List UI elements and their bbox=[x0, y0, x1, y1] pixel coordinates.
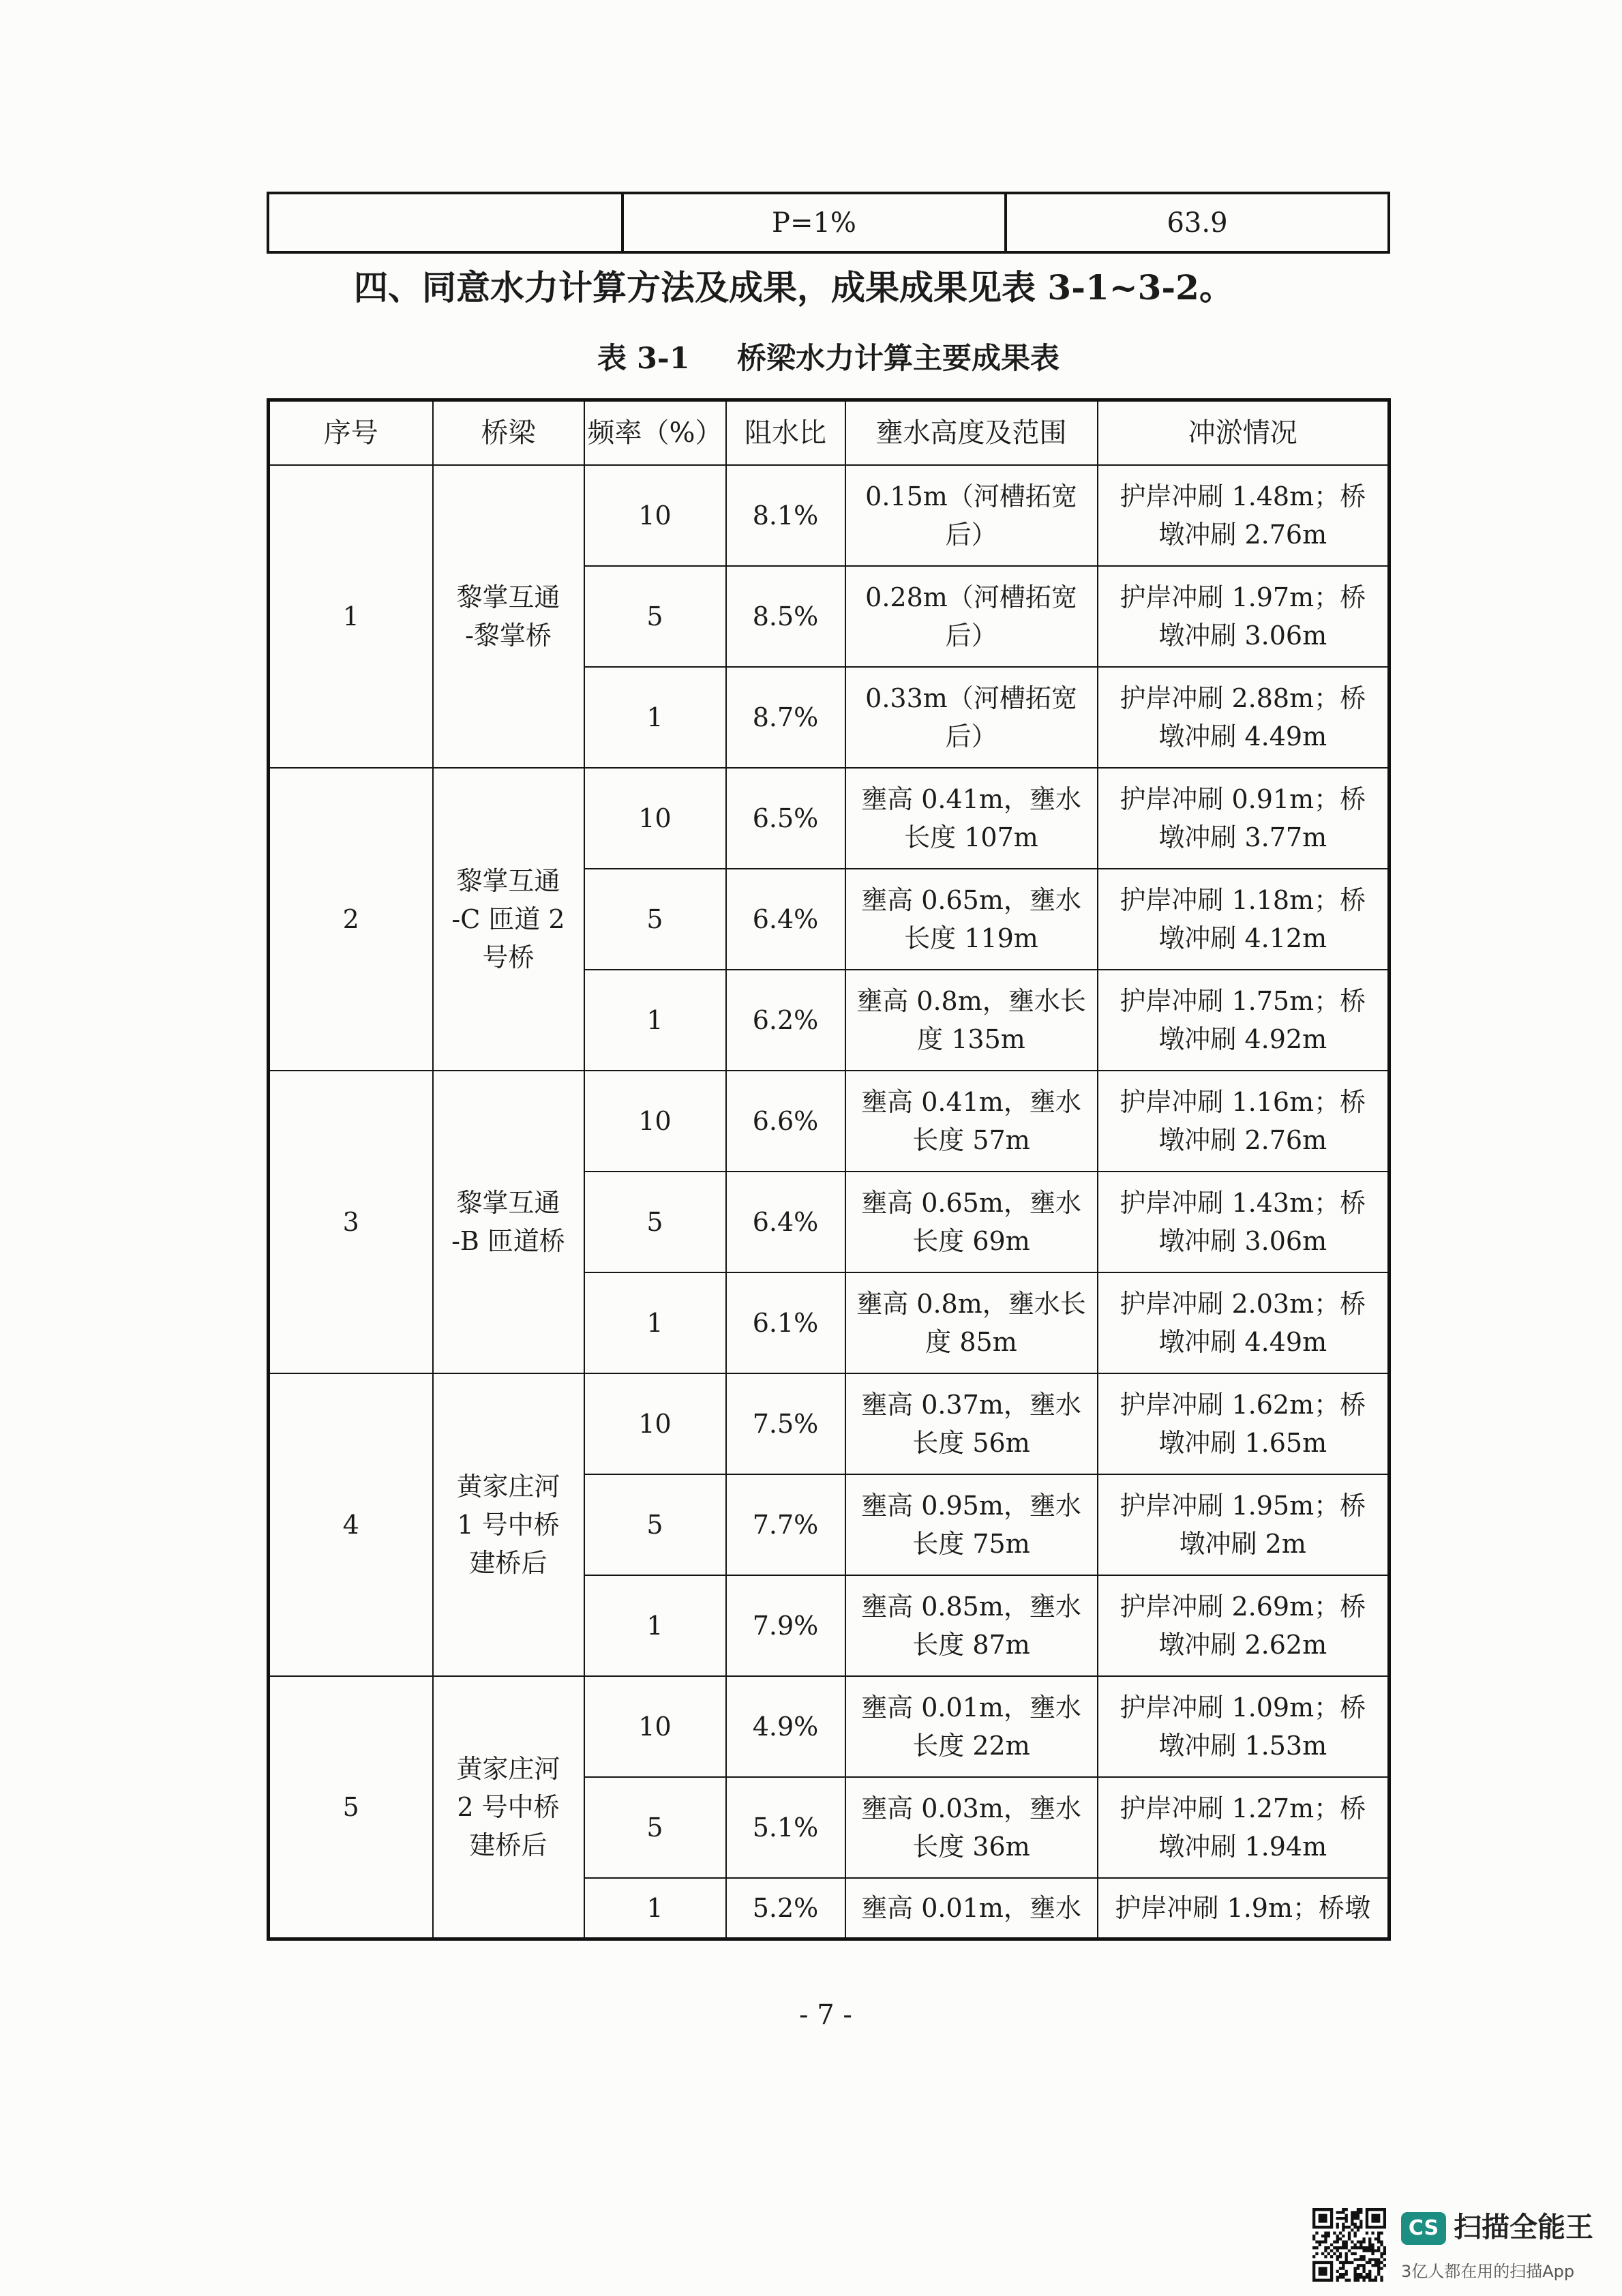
frequency-cell: 10 bbox=[584, 465, 726, 566]
backwater-cell bbox=[845, 1676, 1098, 1777]
scour-cell bbox=[1098, 1878, 1390, 1939]
sequence-cell: 3 bbox=[269, 1071, 433, 1373]
cell-line: 黎掌互通 bbox=[456, 866, 560, 896]
blocking-ratio-cell: 6.1% bbox=[726, 1272, 845, 1373]
scour-cell bbox=[1098, 1272, 1390, 1373]
cell-line: 0.15m（河槽拓宽 bbox=[865, 481, 1077, 511]
bridge-name-cell bbox=[433, 1071, 584, 1373]
backwater-cell bbox=[845, 1777, 1098, 1878]
frequency-cell: 1 bbox=[584, 1878, 726, 1939]
page-number: - 7 - bbox=[799, 1999, 852, 2031]
cell-line: -B 匝道桥 bbox=[451, 1226, 565, 1256]
blocking-ratio-cell: 7.5% bbox=[726, 1373, 845, 1474]
cell-line: -黎掌桥 bbox=[465, 621, 552, 651]
cell-line: 建桥后 bbox=[469, 1548, 547, 1578]
scour-cell bbox=[1098, 1777, 1390, 1878]
scour-cell bbox=[1098, 1676, 1390, 1777]
section-heading: 四、同意水力计算方法及成果，成果成果见表 3-1~3-2。 bbox=[354, 267, 1233, 308]
header-backwater: 壅水高度及范围 bbox=[845, 400, 1098, 466]
scanner-app-name: 扫描全能王 bbox=[1454, 2211, 1593, 2243]
scour-cell bbox=[1098, 768, 1390, 869]
blocking-ratio-cell: 4.9% bbox=[726, 1676, 845, 1777]
blocking-ratio-cell: 5.1% bbox=[726, 1777, 845, 1878]
blocking-ratio-cell: 6.5% bbox=[726, 768, 845, 869]
blocking-ratio-cell: 6.4% bbox=[726, 869, 845, 970]
frequency-cell: 5 bbox=[584, 869, 726, 970]
table-row bbox=[269, 1373, 1390, 1474]
cell-line: 后） bbox=[945, 721, 997, 751]
cell-line: 建桥后 bbox=[469, 1830, 547, 1860]
cell-line: 度 135m bbox=[917, 1024, 1025, 1054]
frequency-cell: 1 bbox=[584, 1272, 726, 1373]
bridge-hydraulics-table bbox=[267, 398, 1391, 1941]
cell-line: 护岸冲刷 1.9m；桥墩 bbox=[1115, 1892, 1371, 1923]
cell-line: 护岸冲刷 1.16m；桥 bbox=[1120, 1087, 1366, 1117]
blocking-ratio-cell: 5.2% bbox=[726, 1878, 845, 1939]
header-bridge: 桥梁 bbox=[433, 400, 584, 466]
frequency-cell: 5 bbox=[584, 1172, 726, 1272]
cell-line: 长度 119m bbox=[904, 923, 1038, 953]
cell-line: 墩冲刷 2.76m bbox=[1158, 1125, 1327, 1155]
bridge-name-cell bbox=[433, 768, 584, 1071]
backwater-cell bbox=[845, 1071, 1098, 1172]
cell-line: 壅高 0.8m，壅水长 bbox=[856, 986, 1086, 1016]
scour-cell bbox=[1098, 1575, 1390, 1676]
cell-line: 2 号中桥 bbox=[457, 1791, 560, 1822]
backwater-cell bbox=[845, 1272, 1098, 1373]
frequency-cell: 5 bbox=[584, 1777, 726, 1878]
value-cell: 63.9 bbox=[1006, 193, 1389, 252]
backwater-cell bbox=[845, 869, 1098, 970]
backwater-cell bbox=[845, 566, 1098, 667]
scour-cell bbox=[1098, 1474, 1390, 1575]
cell-line: 壅高 0.41m，壅水 bbox=[861, 784, 1081, 814]
bridge-name-cell bbox=[433, 465, 584, 768]
cell-line: 长度 56m bbox=[912, 1428, 1030, 1458]
sequence-cell: 1 bbox=[269, 465, 433, 768]
scanner-app-tagline: 3亿人都在用的扫描App bbox=[1401, 2262, 1575, 2281]
table-caption-title: 桥梁水力计算主要成果表 bbox=[737, 342, 1060, 376]
cell-line: 护岸冲刷 1.48m；桥 bbox=[1120, 481, 1366, 511]
blocking-ratio-cell: 6.4% bbox=[726, 1172, 845, 1272]
frequency-cell: 10 bbox=[584, 1373, 726, 1474]
backwater-cell bbox=[845, 970, 1098, 1071]
backwater-cell bbox=[845, 1373, 1098, 1474]
backwater-cell bbox=[845, 1474, 1098, 1575]
cell-line: 墩冲刷 3.06m bbox=[1158, 621, 1327, 651]
cell-line: 长度 69m bbox=[912, 1226, 1030, 1256]
cell-line: 壅高 0.8m，壅水长 bbox=[856, 1289, 1086, 1319]
bridge-name-cell bbox=[433, 1676, 584, 1939]
scour-cell bbox=[1098, 667, 1390, 768]
qr-code-modules bbox=[1312, 2208, 1386, 2282]
cell-line: 墩冲刷 1.65m bbox=[1158, 1428, 1327, 1458]
cell-line: 长度 36m bbox=[912, 1832, 1030, 1862]
cell-line: 后） bbox=[945, 621, 997, 651]
scour-cell bbox=[1098, 465, 1390, 566]
cell-line: 壅高 0.85m，壅水 bbox=[861, 1592, 1081, 1622]
blocking-ratio-cell: 8.7% bbox=[726, 667, 845, 768]
cell-line: 墩冲刷 1.53m bbox=[1158, 1731, 1327, 1761]
backwater-cell bbox=[845, 1575, 1098, 1676]
previous-table-fragment bbox=[267, 192, 1390, 254]
table-row bbox=[269, 1676, 1390, 1777]
cell-line: 0.33m（河槽拓宽 bbox=[865, 683, 1077, 713]
cell-line: 墩冲刷 2m bbox=[1179, 1529, 1306, 1559]
scour-cell bbox=[1098, 1071, 1390, 1172]
scour-cell bbox=[1098, 970, 1390, 1071]
cell-line: 护岸冲刷 1.95m；桥 bbox=[1120, 1491, 1366, 1521]
cell-line: 墩冲刷 4.49m bbox=[1158, 1327, 1327, 1357]
cell-line: 墩冲刷 3.77m bbox=[1158, 822, 1327, 852]
cell-line: 墩冲刷 4.49m bbox=[1158, 721, 1327, 751]
blocking-ratio-cell: 6.2% bbox=[726, 970, 845, 1071]
table-row bbox=[268, 193, 1389, 252]
cell-line: 墩冲刷 4.92m bbox=[1158, 1024, 1327, 1054]
cell-line: 长度 22m bbox=[912, 1731, 1030, 1761]
blocking-ratio-cell: 7.7% bbox=[726, 1474, 845, 1575]
blocking-ratio-cell: 8.1% bbox=[726, 465, 845, 566]
cell-line: 长度 75m bbox=[912, 1529, 1030, 1559]
cell-line: 护岸冲刷 1.09m；桥 bbox=[1120, 1693, 1366, 1723]
cell-line: 号桥 bbox=[482, 942, 535, 972]
cell-line: 墩冲刷 1.94m bbox=[1158, 1832, 1327, 1862]
cell-line: 长度 87m bbox=[912, 1630, 1030, 1660]
cell-line: 墩冲刷 2.62m bbox=[1158, 1630, 1327, 1660]
backwater-cell bbox=[845, 1878, 1098, 1939]
scour-cell bbox=[1098, 1172, 1390, 1272]
cell-line: 护岸冲刷 1.27m；桥 bbox=[1120, 1793, 1366, 1823]
frequency-cell: 1 bbox=[584, 667, 726, 768]
cell-line: 0.28m（河槽拓宽 bbox=[865, 582, 1077, 612]
sequence-cell: 2 bbox=[269, 768, 433, 1071]
cell-line: 护岸冲刷 1.97m；桥 bbox=[1120, 582, 1366, 612]
frequency-cell: 1 bbox=[584, 970, 726, 1071]
cell-line: 护岸冲刷 1.62m；桥 bbox=[1120, 1390, 1366, 1420]
backwater-cell bbox=[845, 768, 1098, 869]
scanner-logo: CS bbox=[1401, 2212, 1446, 2245]
frequency-cell: 10 bbox=[584, 1071, 726, 1172]
scour-cell bbox=[1098, 566, 1390, 667]
frequency-cell: 10 bbox=[584, 1676, 726, 1777]
table-body bbox=[269, 465, 1390, 1939]
empty-cell bbox=[268, 193, 622, 252]
header-blocking-ratio: 阻水比 bbox=[726, 400, 845, 466]
cell-line: 黄家庄河 bbox=[456, 1472, 560, 1502]
cell-line: 壅高 0.01m，壅水 bbox=[861, 1892, 1081, 1923]
scour-cell bbox=[1098, 1373, 1390, 1474]
sequence-cell: 5 bbox=[269, 1676, 433, 1939]
cell-line: 墩冲刷 3.06m bbox=[1158, 1226, 1327, 1256]
backwater-cell bbox=[845, 1172, 1098, 1272]
scour-cell bbox=[1098, 869, 1390, 970]
cell-line: 度 85m bbox=[925, 1327, 1017, 1357]
header-frequency: 频率（%） bbox=[584, 400, 726, 466]
frequency-cell: 5 bbox=[584, 566, 726, 667]
table-row bbox=[269, 1071, 1390, 1172]
blocking-ratio-cell: 7.9% bbox=[726, 1575, 845, 1676]
cell-line: 黎掌互通 bbox=[456, 1188, 560, 1218]
cell-line: 护岸冲刷 0.91m；桥 bbox=[1120, 784, 1366, 814]
cell-line: -C 匝道 2 bbox=[451, 904, 565, 934]
header-sequence: 序号 bbox=[269, 400, 433, 466]
cell-line: 护岸冲刷 1.18m；桥 bbox=[1120, 885, 1366, 915]
cell-line: 壅高 0.03m，壅水 bbox=[861, 1793, 1081, 1823]
cell-line: 墩冲刷 2.76m bbox=[1158, 520, 1327, 550]
backwater-cell bbox=[845, 667, 1098, 768]
header-scour: 冲淤情况 bbox=[1098, 400, 1390, 466]
table-row bbox=[269, 768, 1390, 869]
table-caption-number: 表 3-1 bbox=[597, 342, 690, 376]
cell-line: 壅高 0.65m，壅水 bbox=[861, 885, 1081, 915]
sequence-cell: 4 bbox=[269, 1373, 433, 1676]
qr-code bbox=[1312, 2208, 1386, 2282]
backwater-cell bbox=[845, 465, 1098, 566]
cell-line: 后） bbox=[945, 520, 997, 550]
blocking-ratio-cell: 6.6% bbox=[726, 1071, 845, 1172]
frequency-cell: 1 bbox=[584, 1575, 726, 1676]
frequency-cell: 5 bbox=[584, 1474, 726, 1575]
cell-line: 墩冲刷 4.12m bbox=[1158, 923, 1327, 953]
cell-line: 黎掌互通 bbox=[456, 582, 560, 612]
frequency-cell: P=1% bbox=[622, 193, 1006, 252]
table-row bbox=[269, 465, 1390, 566]
cell-line: 护岸冲刷 1.75m；桥 bbox=[1120, 986, 1366, 1016]
bridge-name-cell bbox=[433, 1373, 584, 1676]
cell-line: 壅高 0.65m，壅水 bbox=[861, 1188, 1081, 1218]
cell-line: 护岸冲刷 2.88m；桥 bbox=[1120, 683, 1366, 713]
table-header-row bbox=[269, 400, 1390, 466]
cell-line: 护岸冲刷 2.69m；桥 bbox=[1120, 1592, 1366, 1622]
cell-line: 壅高 0.01m，壅水 bbox=[861, 1693, 1081, 1723]
cell-line: 壅高 0.95m，壅水 bbox=[861, 1491, 1081, 1521]
cell-line: 长度 107m bbox=[904, 822, 1038, 852]
cell-line: 护岸冲刷 1.43m；桥 bbox=[1120, 1188, 1366, 1218]
cell-line: 壅高 0.41m，壅水 bbox=[861, 1087, 1081, 1117]
cell-line: 黄家庄河 bbox=[456, 1753, 560, 1784]
cell-line: 1 号中桥 bbox=[457, 1510, 560, 1540]
cell-line: 壅高 0.37m，壅水 bbox=[861, 1390, 1081, 1420]
cell-line: 护岸冲刷 2.03m；桥 bbox=[1120, 1289, 1366, 1319]
cell-line: 长度 57m bbox=[912, 1125, 1030, 1155]
frequency-cell: 10 bbox=[584, 768, 726, 869]
blocking-ratio-cell: 8.5% bbox=[726, 566, 845, 667]
